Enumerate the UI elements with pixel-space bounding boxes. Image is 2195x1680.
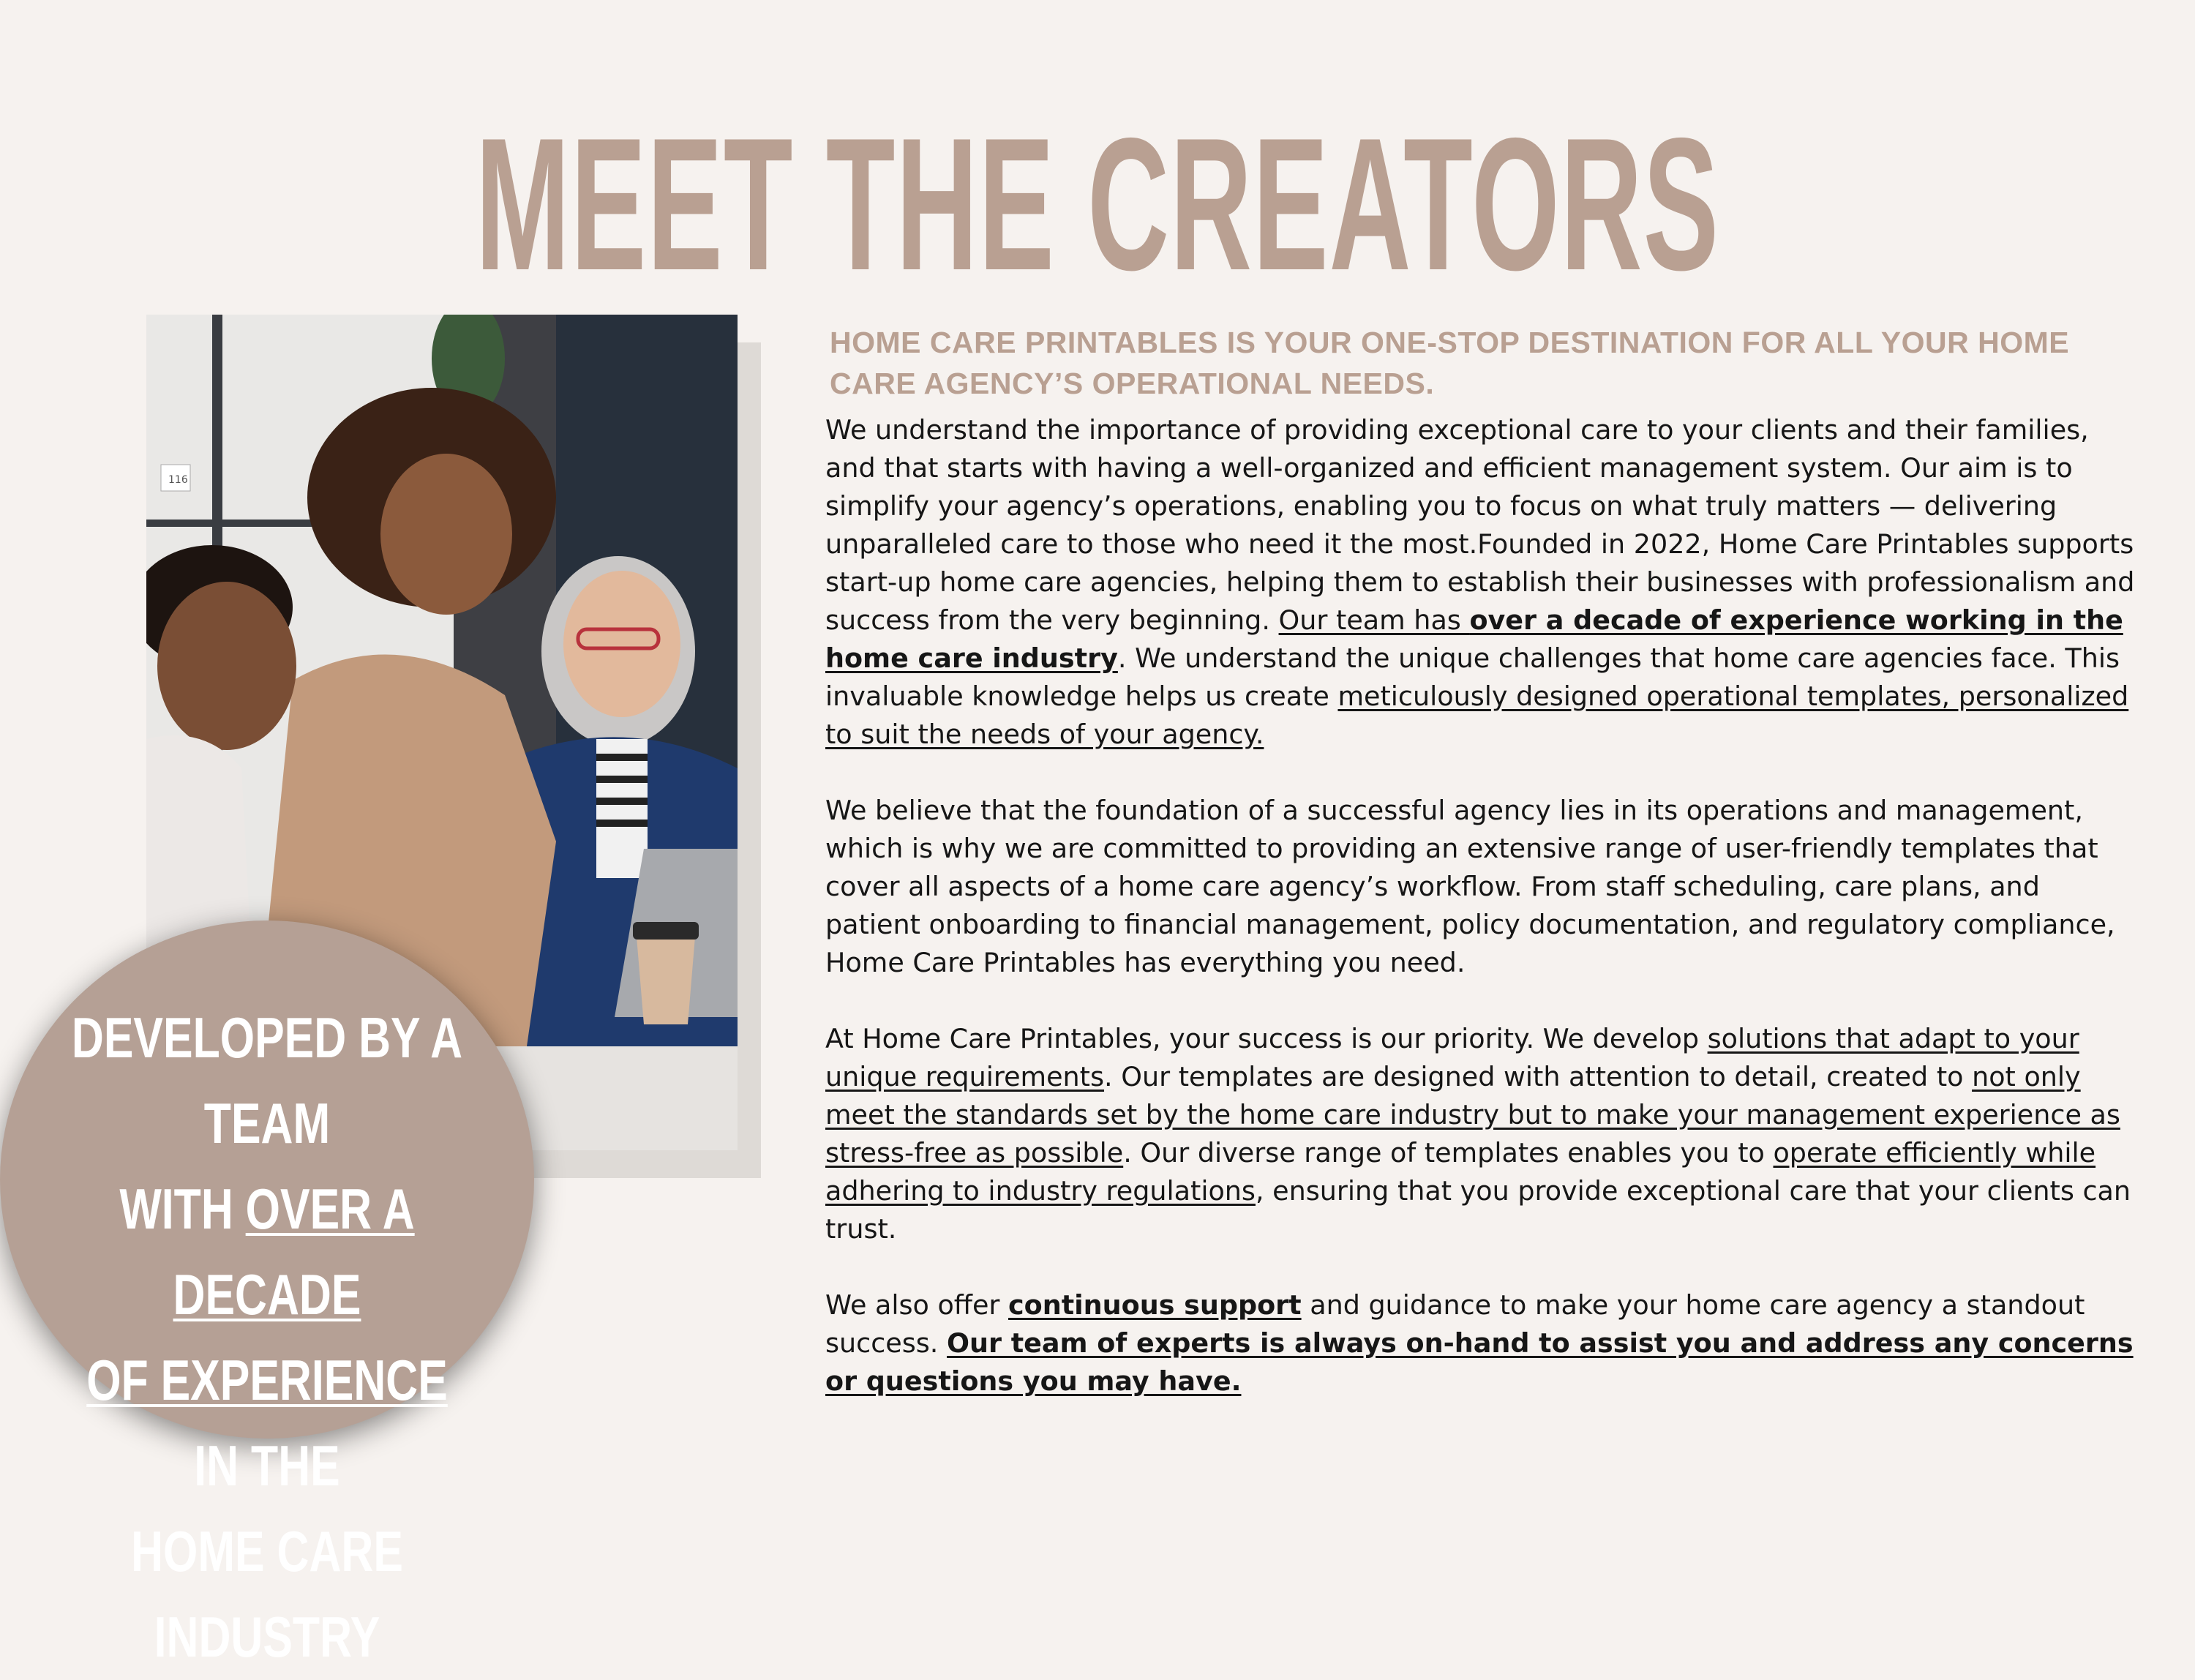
intro-underline-1: Our team has — [1278, 604, 1470, 636]
main-content — [825, 322, 2142, 1439]
success-text-2: . Our templates are designed with attention to detail, created to — [1104, 1061, 1973, 1092]
success-text-1: At Home Care Printables, your success is our priority. We develop — [825, 1023, 1708, 1054]
support-bold-experts: Our team of experts is always on-hand to assist you and address any concerns or questions you may have. — [825, 1327, 2134, 1397]
section-headline: HOME CARE PRINTABLES IS YOUR ONE-STOP DESTINATION FOR ALL YOUR HOME CARE AGENCY’S OPERATIONAL NEEDS. — [830, 326, 2070, 400]
paragraph-intro — [825, 411, 2142, 754]
support-bold-continuous: continuous support — [1008, 1289, 1302, 1321]
page-title: MEET THE CREATORS — [475, 98, 1720, 310]
paragraph-success — [825, 1020, 2142, 1248]
success-underline-3: operate efficiently while adhering to industry regulations — [825, 1137, 2096, 1207]
success-text-4: , ensuring that you provide exceptional care that your clients can trust. — [825, 1175, 2131, 1245]
badge-line-1: DEVELOPED BY A TEAM — [71, 1005, 463, 1155]
success-text-3: . Our diverse range of templates enables you to — [1123, 1137, 1774, 1169]
badge-decade-link: OVER A DECADE — [173, 1177, 415, 1327]
badge-line-3-post: IN THE — [194, 1433, 340, 1498]
success-underline-1: solutions that adapt to your unique requirements — [825, 1023, 2079, 1092]
badge-line-4: HOME CARE INDUSTRY — [131, 1519, 403, 1669]
badge-line-3 — [59, 1338, 475, 1509]
badge-experience-link: OF EXPERIENCE — [86, 1348, 448, 1412]
foundation-text: We believe that the foundation of a successful agency lies in its operations and management, which is why we are committed to providing an extensive range of user-friendly templates that cover all aspects of a home care agency’s workflow. From staff scheduling, care plans, and patient onboarding to financial management, policy documentation, and regulatory compliance, Home Care Printables has everything you need. — [825, 795, 2115, 978]
intro-bold-experience: over a decade of experience working in the home care industry — [825, 604, 2123, 674]
intro-text-2: . We understand the unique challenges that home care agencies face. This invaluable knowledge helps us create — [825, 642, 2120, 712]
experience-badge-text — [59, 995, 475, 1680]
badge-line-2-pre: WITH — [119, 1177, 246, 1241]
wall-label: 116 — [168, 474, 188, 486]
intro-underline-templates: meticulously designed operational templates, personalized to suit the needs of your agency. — [825, 680, 2129, 750]
intro-text-1: We understand the importance of providing exceptional care to your clients and their families, and that starts with having a well-organized and efficient management system. Our aim is to simplify your agency’s operations, enabling you to focus on what truly matters — delivering unparalleled care to those who need it the most.Founded in 2022, Home Care Printables supports start-up home care agencies, helping them to establish their businesses with professionalism and success from the very beginning. — [825, 414, 2135, 636]
paragraph-foundation — [825, 792, 2142, 982]
badge-line-2 — [59, 1166, 475, 1338]
success-underline-2: not only meet the standards set by the home care industry but to make your management experience as stress-free as possible — [825, 1061, 2120, 1169]
paragraph-support — [825, 1286, 2142, 1400]
support-text-1: We also offer — [825, 1289, 1009, 1321]
support-text-2: and guidance to make your home care agency a standout success. — [825, 1289, 2085, 1359]
